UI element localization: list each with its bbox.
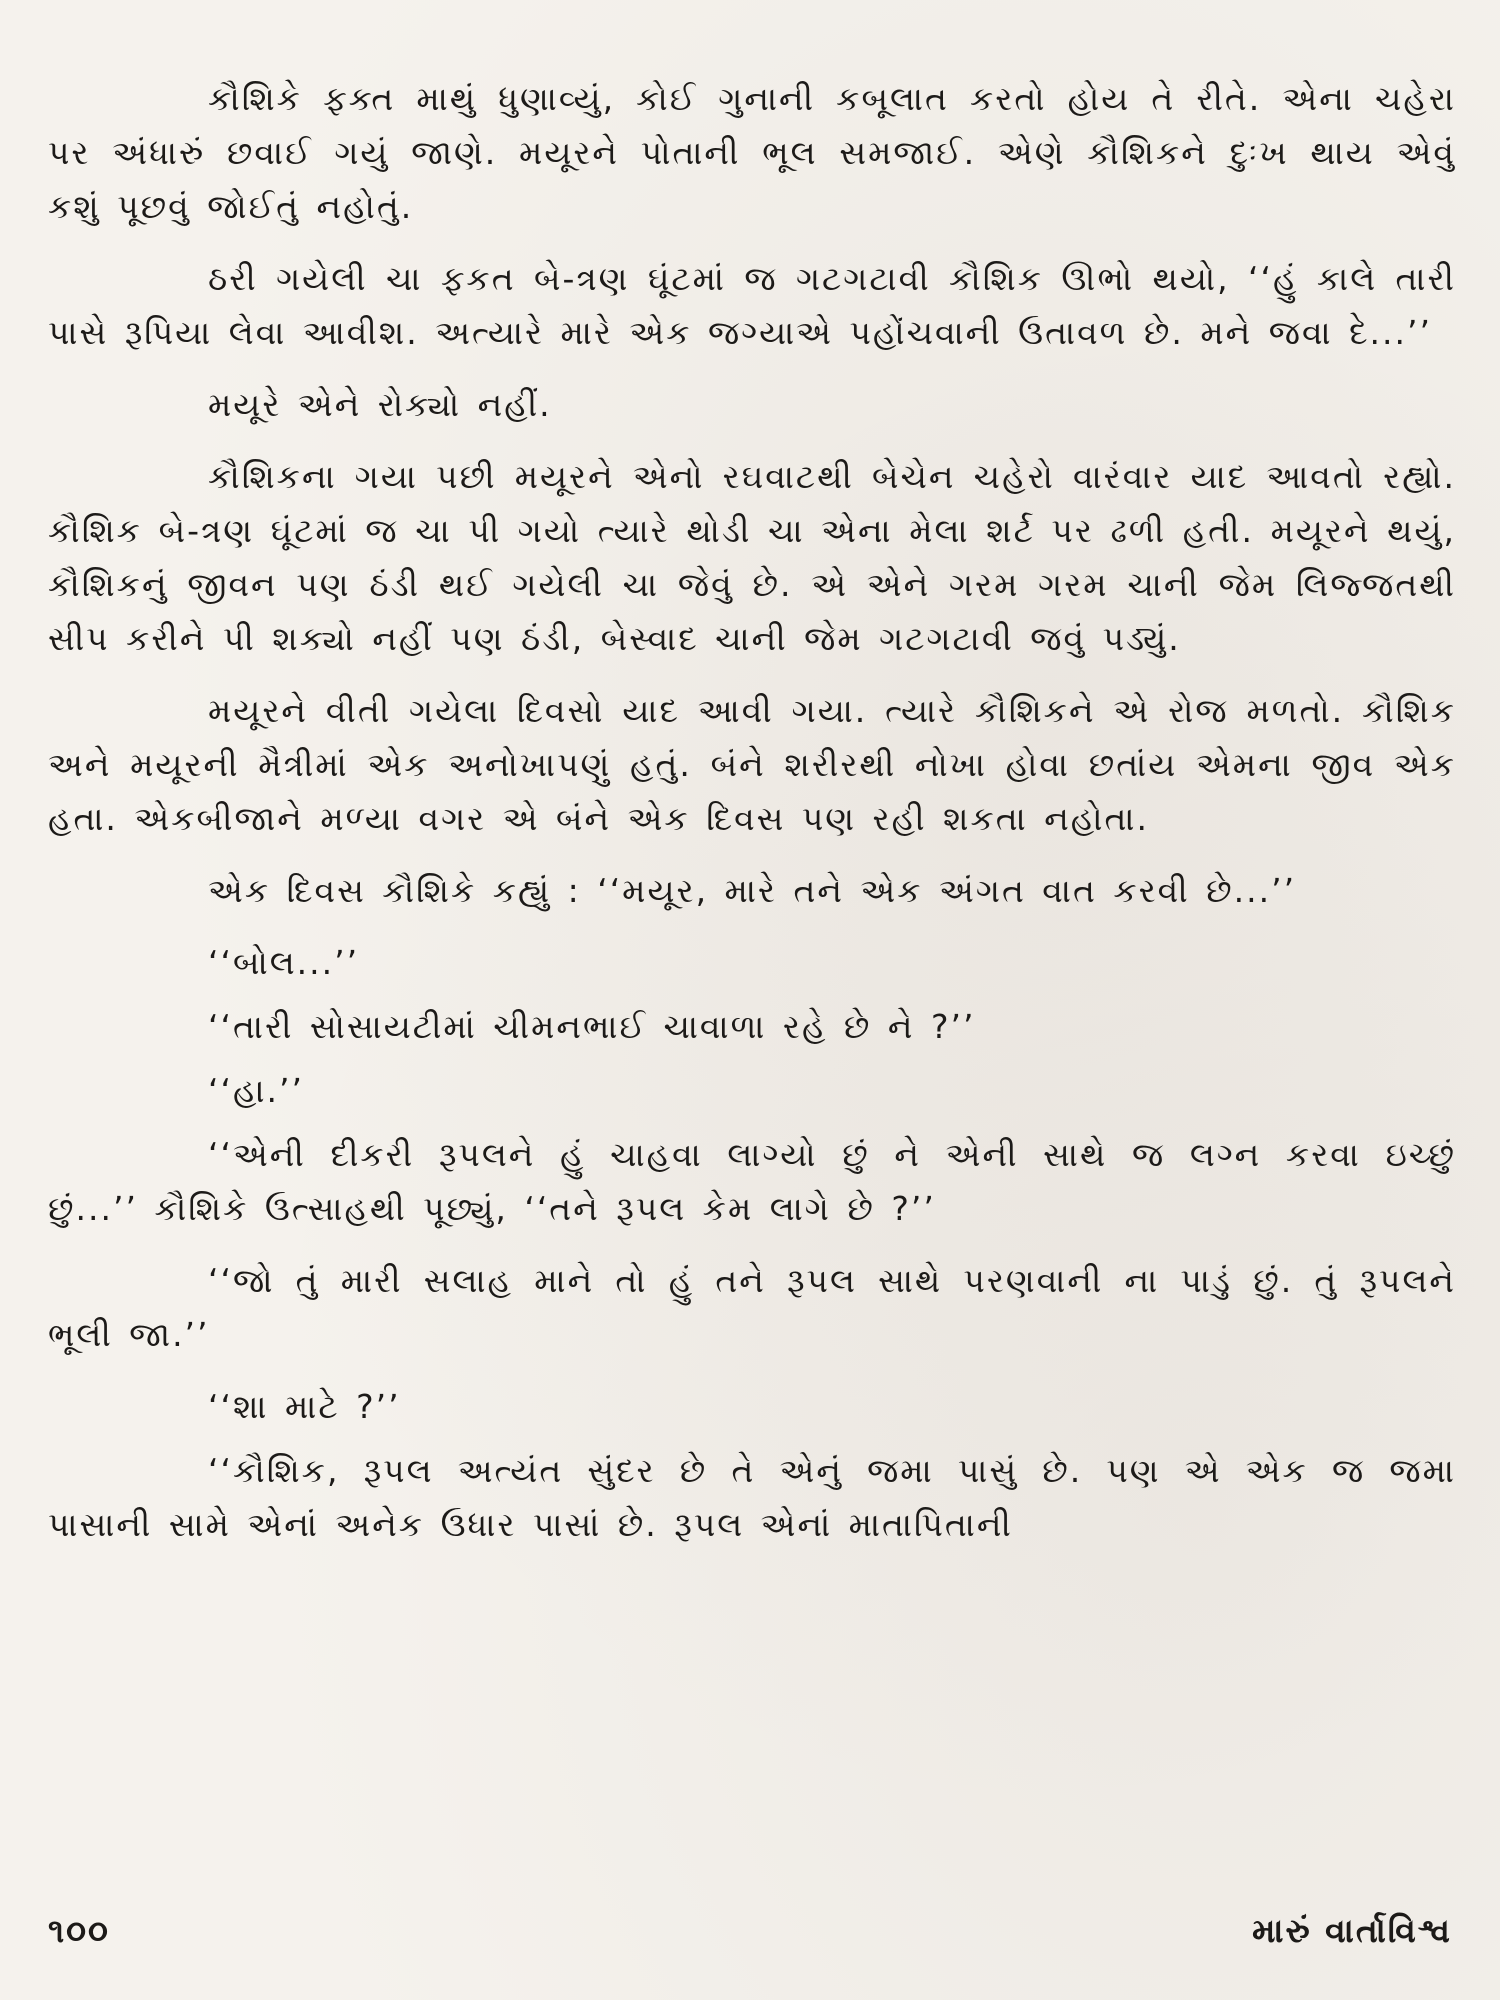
paragraph-2: ઠરી ગયેલી ચા ફકત બે-ત્રણ ઘૂંટમાં જ ગટગટાવી કૌશિક ઊભો થયો, ‘‘હું કાલે તારી પાસે રૂપિયા લેવા આવીશ. અત્યારે મારે એક જગ્યાએ પહોંચવાની ઉતાવળ છે. મને જવા દે...’’ bbox=[48, 259, 1456, 352]
paragraph-4: કૌશિકના ગયા પછી મયૂરને એનો રઘવાટથી બેચેન ચહેરો વારંવાર યાદ આવતો રહ્યો. કૌશિક બે-ત્રણ ઘૂંટમાં જ ચા પી ગયો ત્યારે થોડી ચા એના મેલા શર્ટ પર ઢળી હતી. મયૂરને થયું, કૌશિકનું જીવન પણ ઠંડી થઈ ગયેલી ચા જેવું છે. એ એને ગરમ ગરમ ચાની જેમ લિજ્જતથી સીપ કરીને પી શક્યો નહીં પણ ઠંડી, બેસ્વાદ ચાની જેમ ગટગટાવી જવું પડ્યું. bbox=[48, 457, 1456, 658]
dialog-line-society: ‘‘તારી સોસાયટીમાં ચીમનભાઈ ચાવાળા રહે છે ને ?’’ bbox=[208, 1007, 976, 1046]
page-footer bbox=[48, 1906, 1452, 1956]
paragraph-1: કૌશિકે ફક્ત માથું ધુણાવ્યું, કોઈ ગુનાની કબૂલાત કરતો હોય તે રીતે. એના ચહેરા પર અંધારું છવાઈ ગયું જાણે. મયૂરને પોતાની ભૂલ સમજાઈ. એણે કૌશિકને દુઃખ થાય એવું કશું પૂછવું જોઈતું નહોતું. bbox=[48, 79, 1456, 226]
dialog-line-rupal: ‘‘એની દીકરી રૂપલને હું ચાહવા લાગ્યો છું ને એની સાથે જ લગ્ન કરવા ઇચ્છું છું...’’ કૌશિકે ઉત્સાહથી પૂછ્યું, ‘‘તને રૂપલ કેમ લાગે છે ?’’ bbox=[48, 1135, 1456, 1228]
dialog-line-why: ‘‘શા માટે ?’’ bbox=[208, 1387, 401, 1426]
page-number: ૧૦૦ bbox=[48, 1911, 110, 1950]
book-title: મારું વાર્તાવિશ્વ bbox=[1252, 1911, 1452, 1950]
paragraph-5: મયૂરને વીતી ગયેલા દિવસો યાદ આવી ગયા. ત્યારે કૌશિકને એ રોજ મળતો. કૌશિક અને મયૂરની મૈત્રીમાં એક અનોખાપણું હતું. બંને શરીરથી નોખા હોવા છતાંય એમના જીવ એક હતા. એકબીજાને મળ્યા વગર એ બંને એક દિવસ પણ રહી શકતા નહોતા. bbox=[48, 691, 1456, 838]
paragraph-3: મયૂરે એને રોક્યો નહીં. bbox=[208, 385, 552, 424]
dialog-line-bol: ‘‘બોલ...’’ bbox=[208, 943, 360, 982]
dialog-line-advice: ‘‘જો તું મારી સલાહ માને તો હું તને રૂપલ સાથે પરણવાની ના પાડું છું. તું રૂપલને ભૂલી જા.’’ bbox=[48, 1261, 1456, 1354]
paragraph-6: એક દિવસ કૌશિકે કહ્યું : ‘‘મયૂર, મારે તને એક અંગત વાત કરવી છે...’’ bbox=[208, 871, 1297, 910]
dialog-line-ha: ‘‘હા.’’ bbox=[208, 1071, 304, 1110]
dialog-line-explanation: ‘‘કૌશિક, રૂપલ અત્યંત સુંદર છે તે એનું જમા પાસું છે. પણ એ એક જ જમા પાસાની સામે એનાં અનેક ઉધાર પાસાં છે. રૂપલ એનાં માતાપિતાની bbox=[48, 1451, 1456, 1544]
page-body bbox=[48, 72, 1456, 1570]
